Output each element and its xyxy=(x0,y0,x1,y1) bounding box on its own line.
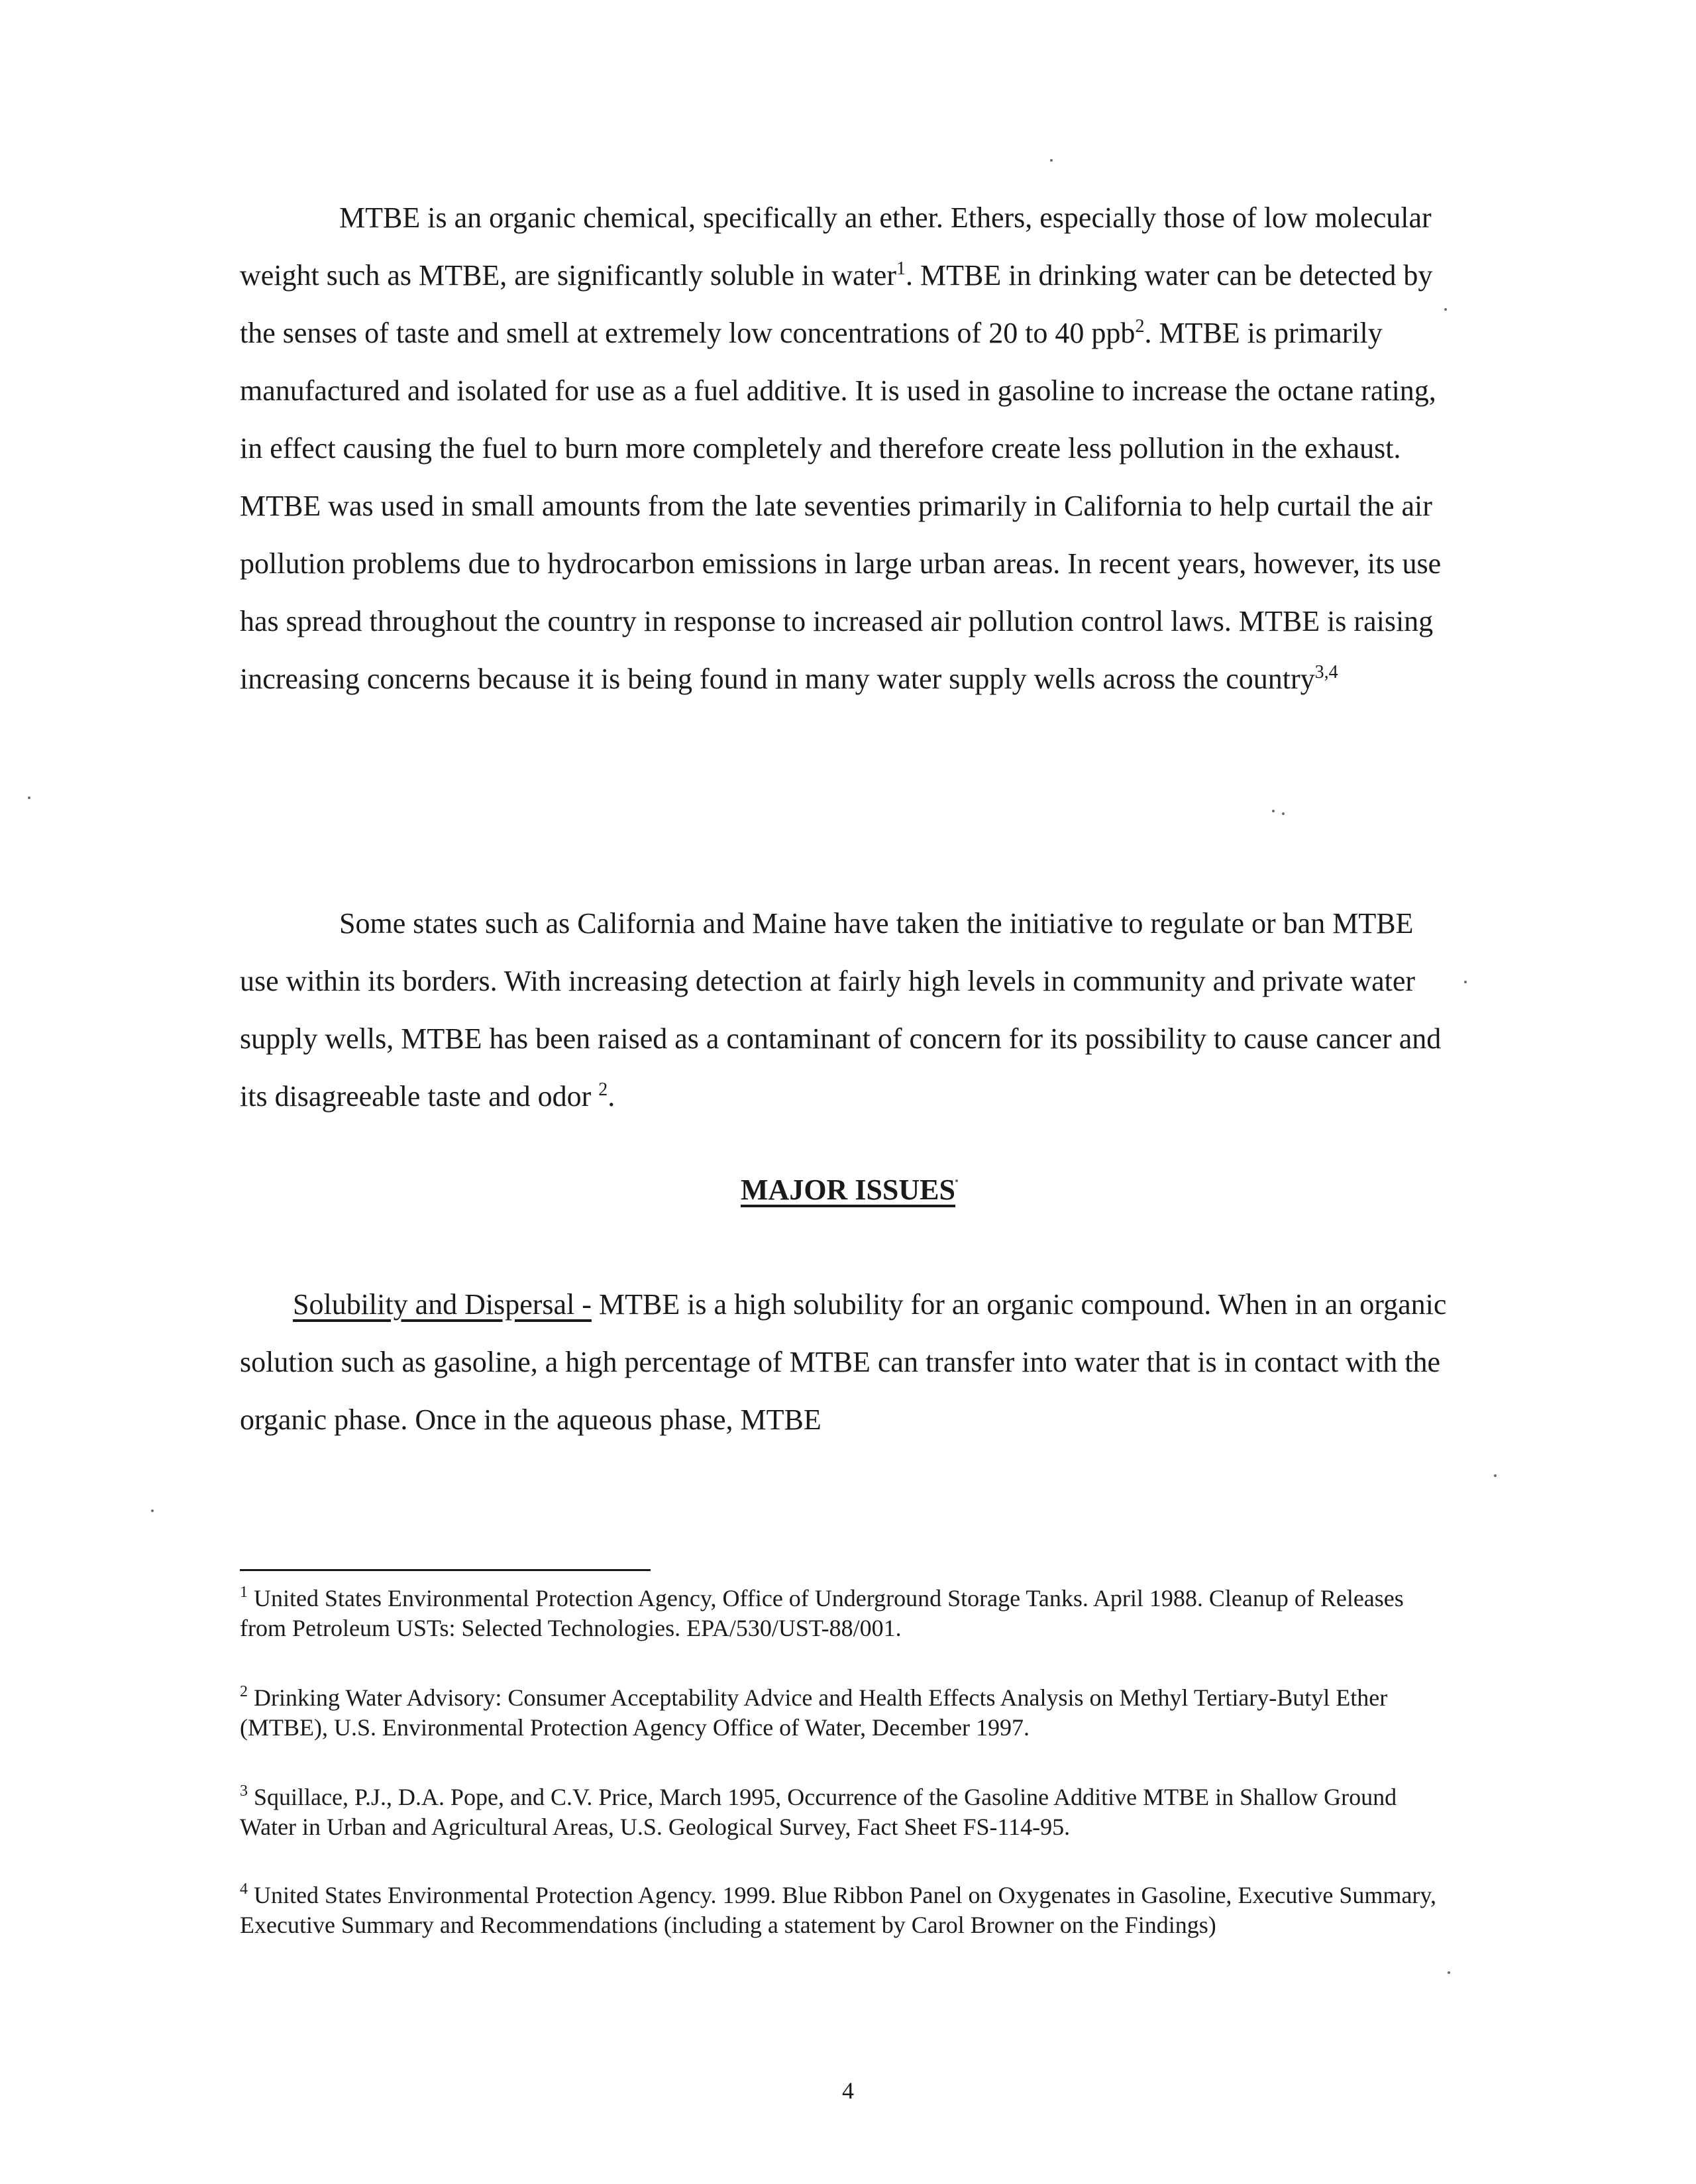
scan-speck xyxy=(1050,159,1053,162)
footnote-text: United States Environmental Protection Agency. 1999. Blue Ribbon Panel on Oxygenates in Gasoline, Executive Summary, Executive Summary and Recommendations (including a statement by Carol Browner on the Findings) xyxy=(240,1882,1437,1938)
footnote-number: 4 xyxy=(240,1881,248,1898)
scan-speck xyxy=(1448,1971,1450,1974)
footnote-number: 1 xyxy=(240,1584,248,1601)
body-paragraph-1 xyxy=(240,189,1452,708)
footnote-number: 3 xyxy=(240,1782,248,1800)
footnote-text: Squillace, P.J., D.A. Pope, and C.V. Price, March 1995, Occurrence of the Gasoline Additive MTBE in Shallow Ground Water in Urban and Agricultural Areas, U.S. Geological Survey, Fact Sheet FS-114-95. xyxy=(240,1784,1397,1840)
scan-speck xyxy=(1494,1474,1497,1477)
paragraph-text: . MTBE is primarily manufactured and isolated for use as a fuel additive. It is used in gasoline to increase the octane rating, in effect causing the fuel to burn more completely and therefore create less pollution in the exhaust. MTBE was used in small amounts from the late seventies primarily in California to help curtail the air pollution problems due to hydrocarbon emissions in large urban areas. In recent years, however, its use has spread throughout the country in response to increased air pollution control laws. MTBE is raising increasing concerns because it is being found in many water supply wells across the country xyxy=(240,317,1442,695)
footnote-ref: 2 xyxy=(1135,316,1145,337)
paragraph-text: . xyxy=(608,1080,615,1113)
paragraph-text: . MTBE in drinking water can be detected by the senses of taste and smell at extremely low concentrations of 20 to 40 ppb xyxy=(240,259,1433,349)
issue-label: Solubility and Dispersal - xyxy=(293,1288,592,1321)
footnote-text: United States Environmental Protection Agency, Office of Underground Storage Tanks. April 1988. Cleanup of Releases from Petroleum USTs: Selected Technologies. EPA/530/UST-88/001. xyxy=(240,1585,1404,1641)
footnote-ref: 2 xyxy=(598,1079,608,1100)
footnote-number: 2 xyxy=(240,1683,248,1700)
scan-speck xyxy=(1272,810,1275,812)
paragraph-text: MTBE is an organic chemical, specifically an ether. Ethers, especially those of low molecular weight such as MTBE, are significantly soluble in water xyxy=(240,201,1432,292)
scan-speck xyxy=(28,796,30,799)
issue-text: MTBE is a high solubility for an organic compound. When in an organic solution such as gasoline, a high percentage of MTBE can transfer into water that is in contact with the organic phase. Once in the aqueous phase, MTBE xyxy=(240,1288,1447,1436)
body-paragraph-2 xyxy=(240,895,1452,1125)
footnote-2 xyxy=(240,1683,1452,1743)
scan-speck xyxy=(1464,981,1467,983)
footnote-4 xyxy=(240,1881,1452,1940)
scan-speck xyxy=(1444,308,1447,311)
section-heading: MAJOR ISSUES xyxy=(741,1174,955,1206)
footnote-text: Drinking Water Advisory: Consumer Acceptability Advice and Health Effects Analysis on Methyl Tertiary-Butyl Ether (MTBE), U.S. Environmental Protection Agency Office of Water, December 1997. xyxy=(240,1684,1388,1741)
footnote-separator xyxy=(240,1569,651,1571)
footnote-1 xyxy=(240,1584,1452,1643)
footnote-ref: 3,4 xyxy=(1314,662,1338,682)
scan-speck xyxy=(151,1509,154,1512)
footnote-3 xyxy=(240,1782,1452,1842)
footnote-ref: 1 xyxy=(896,258,906,279)
page-number: 4 xyxy=(842,2077,854,2104)
scan-speck xyxy=(955,1179,958,1182)
paragraph-text: Some states such as California and Maine have taken the initiative to regulate or ban MTBE use within its borders. With increasing detection at fairly high levels in community and private water supply wells, MTBE has been raised as a contaminant of concern for its possibility to cause cancer and its disagreeable taste and odor xyxy=(240,907,1442,1113)
issue-paragraph xyxy=(240,1276,1452,1448)
scan-speck xyxy=(1282,812,1285,815)
